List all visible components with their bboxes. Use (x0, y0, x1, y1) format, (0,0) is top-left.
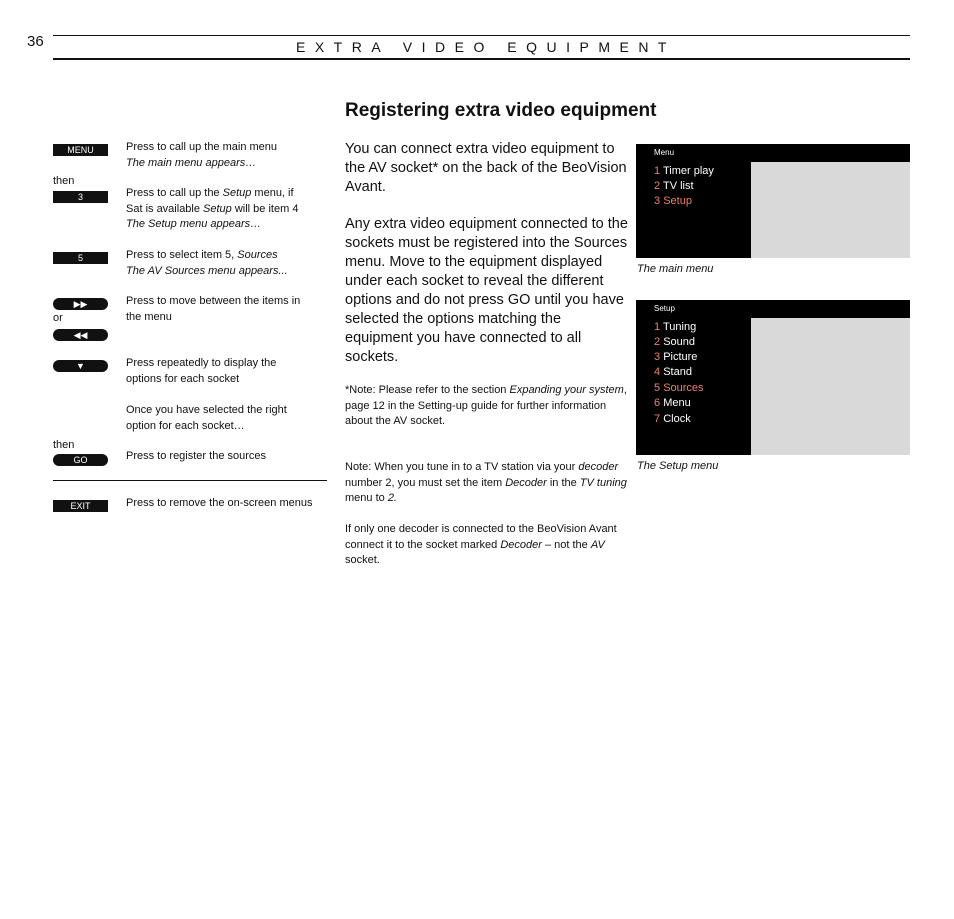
sources-paragraph: Any extra video equipment connected to the sockets must be registered into the Sources menu. Move to the equipment displayed under each socket to reveal the different options and do not press GO until you have selected the options matching the equipment you have connected to all sockets. (345, 216, 628, 365)
menu-item-menu (654, 397, 691, 409)
menu-item-number: 7 (654, 413, 661, 425)
note-text-italic: Decoder (505, 476, 547, 489)
menu-item-setup (654, 195, 692, 207)
menu-item-panel (636, 318, 751, 455)
rewind-icon (53, 329, 108, 341)
step-text: Sat is available (126, 202, 204, 215)
step-sources (126, 248, 331, 279)
menu-item-number: 1 (654, 165, 661, 177)
menu-item-number: 4 (654, 366, 661, 378)
exit-key: EXIT (53, 500, 108, 512)
step-text: Press to register the sources (126, 450, 267, 462)
step-result: The AV Sources menu appears... (126, 264, 288, 277)
separator-rule (53, 480, 327, 481)
menu-item-label: Menu (663, 397, 691, 409)
step-text: Press to remove the on-screen menus (126, 497, 313, 509)
menu-item-picture (654, 351, 697, 363)
step-text: Press to move between the items in (126, 295, 301, 307)
menu-item-label: Clock (663, 413, 691, 425)
menu-item-label: Sources (663, 382, 704, 394)
step-navigate (126, 294, 331, 325)
menu-item-label: Stand (663, 366, 692, 378)
step-text: Press repeatedly to display the (126, 357, 277, 369)
step-setup (126, 186, 331, 233)
menu-title-bar (636, 300, 910, 318)
note-text-italic: TV tuning (579, 476, 627, 489)
step-text: will be item 4 (231, 202, 299, 215)
main-menu-caption: The main menu (637, 263, 714, 275)
note-text: number 2, you must set the item (345, 476, 506, 489)
menu-item-number: 3 (654, 195, 661, 207)
running-head: EXTRA VIDEO EQUIPMENT (296, 39, 676, 55)
page-number: 36 (27, 33, 44, 50)
menu-item-stand (654, 366, 692, 378)
menu-item-tuning (654, 321, 696, 333)
go-key: GO (53, 454, 108, 466)
setup-menu-caption: The Setup menu (637, 460, 719, 472)
menu-item-number: 2 (654, 180, 661, 192)
menu-title-bar (636, 144, 910, 162)
rewind-glyph: ◀◀ (73, 330, 88, 340)
note-text-italic: decoder (578, 461, 619, 473)
step-options (126, 356, 331, 387)
menu-title: Menu (654, 148, 675, 157)
note-text: – not the (541, 538, 591, 551)
note-text-italic: Decoder (500, 538, 542, 551)
note-text: in the (546, 476, 580, 489)
step-text: Once you have selected the right (126, 404, 287, 416)
note-text: socket. (345, 554, 380, 566)
single-decoder-note (345, 522, 630, 569)
decoder-note (345, 460, 630, 507)
menu-item-number: 5 (654, 382, 661, 394)
note-text-italic: AV (590, 538, 605, 551)
menu-item-label: Picture (663, 351, 698, 363)
menu-item-panel (636, 162, 751, 258)
step-result: The main menu appears… (126, 156, 257, 169)
step-register (126, 449, 331, 465)
key-5: 5 (53, 252, 108, 264)
note-text: Note: When you tune in to a TV station via your (345, 461, 579, 473)
header-rule-bottom (53, 58, 910, 60)
av-socket-note (345, 383, 630, 430)
connector-then: then (53, 175, 75, 187)
step-result: The Setup menu appears… (126, 218, 262, 230)
note-text: menu to (345, 492, 388, 504)
menu-item-sound (654, 336, 695, 348)
header-rule-top (53, 35, 910, 36)
connector-then: then (53, 439, 75, 451)
menu-item-label: TV list (662, 180, 694, 192)
step-text: Press to call up the (126, 187, 223, 199)
menu-item-number: 6 (654, 397, 661, 409)
menu-key: MENU (53, 144, 108, 156)
step-text: options for each socket (126, 372, 240, 385)
menu-item-timer-play (654, 165, 714, 177)
page-title: Registering extra video equipment (345, 100, 657, 121)
menu-item-label: Tuning (662, 321, 697, 333)
step-text: menu, if (251, 187, 294, 199)
setup-menu-screen (636, 300, 910, 455)
step-text: option for each socket… (126, 419, 245, 432)
key-3: 3 (53, 191, 108, 203)
fast-forward-glyph: ▶▶ (73, 299, 88, 309)
menu-item-label: Timer play (662, 165, 714, 177)
menu-item-label: Sound (663, 336, 695, 348)
note-text-italic: Expanding your system (509, 384, 624, 396)
down-arrow-icon (53, 360, 108, 372)
menu-item-tv-list (654, 180, 694, 192)
connector-or: or (53, 312, 63, 324)
menu-title: Setup (654, 304, 675, 313)
intro-paragraph: You can connect extra video equipment to the AV socket* on the back of the BeoVision Avant. (345, 141, 627, 195)
note-text: , page 12 in the Setting-up guide for further information about the AV socket. (345, 384, 627, 427)
menu-item-sources (654, 382, 704, 394)
step-text-italic: Sources (237, 249, 278, 261)
note-text: If only one decoder is connected to the BeoVision Avant connect it to the socket marked (345, 523, 617, 551)
down-arrow-glyph: ▼ (76, 361, 85, 371)
step-text: Press to select item 5, (126, 249, 238, 261)
menu-item-number: 1 (654, 321, 661, 333)
note-text-italic: 2. (387, 492, 397, 504)
step-menu (126, 140, 331, 171)
step-text: Press to call up the main menu (126, 141, 278, 153)
menu-item-label: Setup (663, 195, 692, 207)
menu-item-clock (654, 413, 691, 425)
fast-forward-icon (53, 298, 108, 310)
step-text: the menu (126, 310, 172, 323)
step-text-italic: Setup (203, 202, 232, 215)
step-text-italic: Setup (222, 187, 252, 199)
main-menu-screen (636, 144, 910, 258)
menu-item-number: 2 (654, 336, 661, 348)
step-selected (126, 403, 331, 434)
note-text: *Note: Please refer to the section (345, 384, 510, 396)
step-exit (126, 496, 331, 512)
menu-item-number: 3 (654, 351, 661, 363)
